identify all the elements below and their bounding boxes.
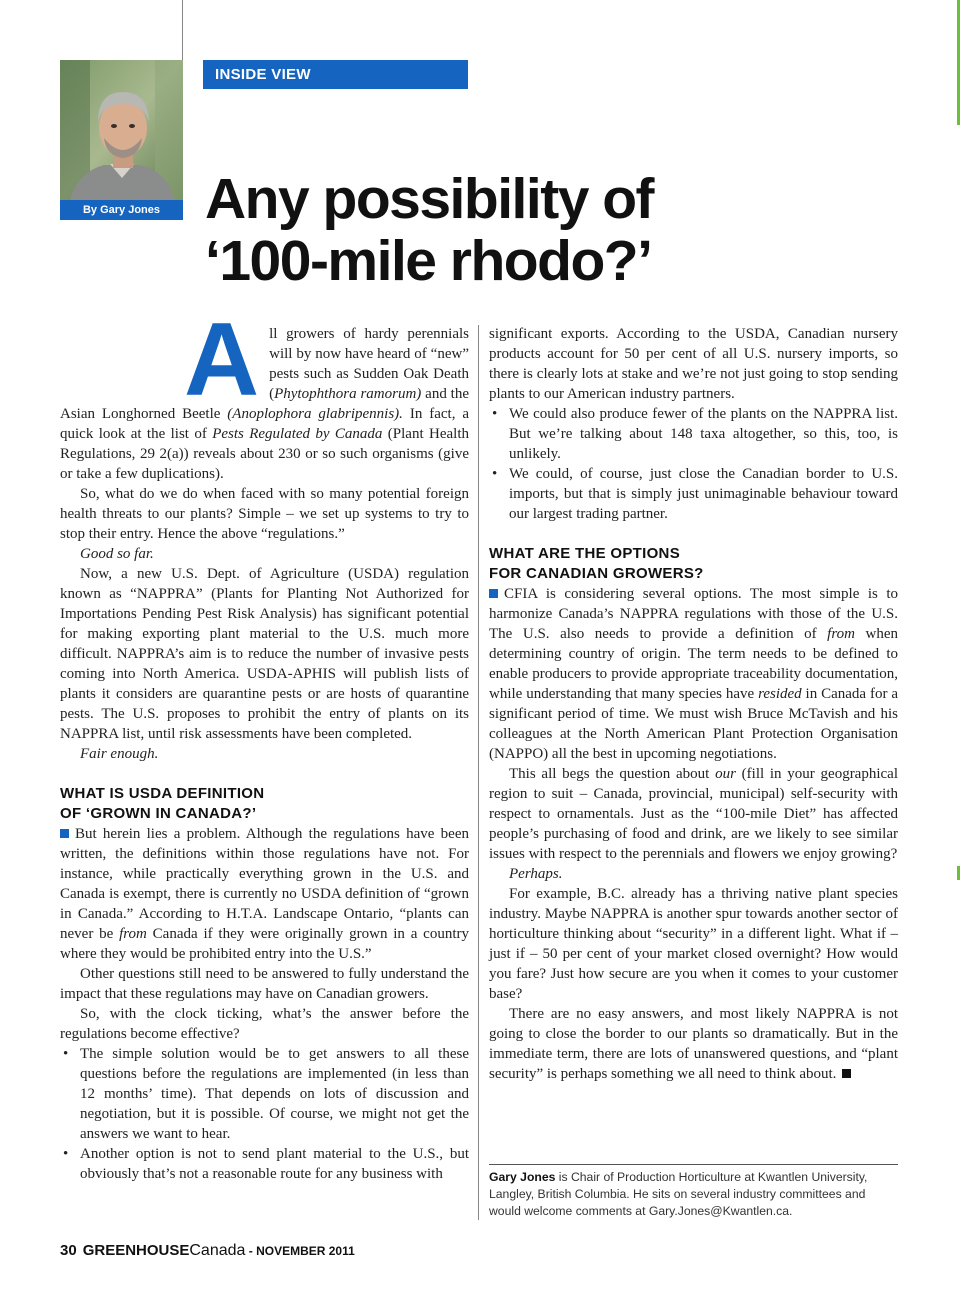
list-item: • We could, of course, just close the Canadian border to U.S. imports, but that is simply just unimaginable behaviour toward our largest trading partner. — [489, 464, 898, 524]
body-paragraph: So, with the clock ticking, what’s the answer before the regulations become effective? — [60, 1006, 469, 1042]
section-marker — [489, 589, 498, 598]
headline — [205, 168, 765, 292]
left-column — [60, 302, 469, 1184]
body-paragraph: This all begs the question about our (fill in your geographical region to suit – Canada, provincial, municipal) self-security with respect to ornamentals. Just as the “100-mile Diet” has affected people’s purchasing of food and drink, are we likely to see similar issues with respect to the perennials and flowers we enjoy growing? — [489, 766, 898, 862]
bullet-list — [60, 1044, 469, 1184]
aside-italic: Fair enough. — [80, 746, 159, 762]
aside-italic: Perhaps. — [509, 866, 563, 882]
author-photo — [60, 60, 183, 200]
headline-line-2: ‘100-mile rhodo?’ — [205, 229, 652, 293]
right-column — [489, 324, 898, 1084]
body-paragraph: But herein lies a problem. Although the regulations have been written, the definitions within those regulations have not. For instance, while practically everything grown in the U.S. and Canada is exempt, there is currently no USDA definition of “grown in Canada.” According to H.T.A. Landscape Ontario, “plants can never be from Canada if they were originally grown in a country where they would be prohibited entry into the U.S.” — [60, 826, 469, 962]
body-paragraph: CFIA is considering several options. The most simple is to harmonize Canada’s NAPPRA regulations with those of the U.S. The U.S. also needs to provide a definition of from when determining country of origin. The term needs to be defined to enable producers to provide appropriate traceability documentation, while understanding that many species have resided in Canada for a significant period of time. We must wish Bruce McTavish and his colleagues at the North American Plant Protection Organisation (NAPPO) all the best in upcoming negotiations. — [489, 586, 898, 762]
aside-italic: Good so far. — [80, 546, 154, 562]
list-item: • Another option is not to send plant material to the U.S., but obviously that’s not a reasonable route for any business with — [60, 1144, 469, 1184]
section-marker — [60, 829, 69, 838]
body-paragraph: There are no easy answers, and most likely NAPPRA is not going to close the border to our plants so dramatically. But in the immediate term, there are lots of unanswered questions, and “plant security” is perhaps something we all need to think about. — [489, 1006, 898, 1082]
list-item: • The simple solution would be to get answers to all these questions before the regulations are implemented (in less than 12 months’ time). That depends on lots of discussion and negotiation, but it is possible. Of course, we might not get the answers we want to hear. — [60, 1044, 469, 1144]
body-paragraph: significant exports. According to the USDA, Canadian nursery products account for 50 per cent of all U.S. nursery imports, so there is clearly lots at stake and we’re not just going to stop sending plants to our American industry partners. — [489, 326, 898, 402]
column-divider — [478, 325, 479, 1220]
list-item: • We could also produce fewer of the plants on the NAPPRA list. But we’re talking about 148 taxa altogether, so this, too, is unlikely. — [489, 404, 898, 464]
top-rule — [182, 0, 183, 60]
end-marker — [842, 1069, 851, 1078]
page-number: 30 — [60, 1242, 77, 1259]
magazine-name-suffix: Canada — [189, 1242, 246, 1259]
drop-cap: A — [184, 302, 260, 418]
intro-paragraph: All growers of hardy perennials will by now have heard of “new” pests such as Sudden Oak Death (Phytophthora ramorum) and the Asian Longhorned Beetle (Anoplophora glabripennis). In fact, a quick look at the list of Pests Regulated by Canada (Plant Health Regulations, 29 2(a)) reveals about 230 or so such organisms (give or take a few duplications). — [60, 302, 469, 482]
bullet-list — [489, 404, 898, 524]
subheading-options: WHAT ARE THE OPTIONS FOR CANADIAN GROWERS? — [489, 545, 704, 582]
byline: By Gary Jones — [60, 200, 183, 220]
author-bio — [489, 1164, 898, 1220]
subheading-usda-definition: WHAT IS USDA DEFINITION OF ‘GROWN IN CANADA?’ — [60, 785, 265, 822]
headline-line-1: Any possibility of — [205, 167, 654, 231]
body-paragraph: Other questions still need to be answered to fully understand the impact that these regulations may have on Canadian growers. — [60, 966, 469, 1002]
magazine-name: GREENHOUSE — [82, 1242, 190, 1259]
section-label: INSIDE VIEW — [203, 60, 468, 89]
page-footer — [60, 1242, 355, 1260]
bio-name: Gary Jones — [489, 1170, 556, 1184]
body-paragraph: Now, a new U.S. Dept. of Agriculture (USDA) regulation known as “NAPPRA” (Plants for Planting Not Authorized for Importations Pending Pest Risk Analysis) has significant potential for making exporting plant material to the U.S. much more difficult. NAPPRA’s aim is to reduce the number of invasive pests coming into North America. USDA-APHIS will publish lists of plants it considers are quarantine pests or are hosts of quarantine pests. The U.S. proposes to prohibit the entry of plants on its NAPPRA list, until risk assessments have been completed. — [60, 566, 469, 742]
body-paragraph: So, what do we do when faced with so many potential foreign health threats to our plants? Simple – we set up systems to try to stop their entry. Hence the above “regulations.” — [60, 486, 469, 542]
bio-text: is Chair of Production Horticulture at Kwantlen University, Langley, British Columbia. He sits on several industry committees and would welcome comments at Gary.Jones@Kwantlen.ca. — [489, 1170, 868, 1218]
body-paragraph: For example, B.C. already has a thriving native plant species industry. Maybe NAPPRA is another spur towards another sector of horticulture thinking about “security” in a different light. What if – just if – 50 per cent of your market closed overnight? How would you fare? Just how secure are you when it comes to your customer base? — [489, 886, 898, 1002]
issue-date: - NOVEMBER 2011 — [245, 1244, 355, 1258]
